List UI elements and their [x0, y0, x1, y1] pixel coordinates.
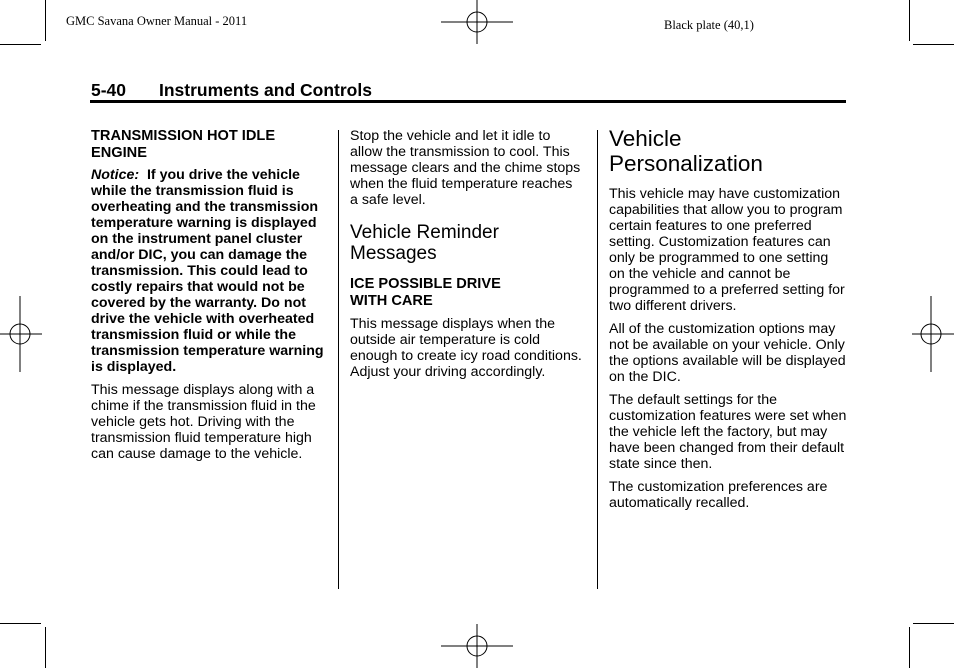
crop-mark [909, 627, 910, 668]
heading-line: WITH CARE [350, 292, 433, 309]
page-title [91, 80, 372, 101]
plate-label: Black plate (40,1) [664, 18, 754, 32]
heading-line: ICE POSSIBLE DRIVE [350, 276, 501, 292]
registration-mark-icon [437, 0, 517, 44]
section-heading [91, 128, 327, 161]
crop-mark [45, 627, 46, 668]
registration-mark-icon [912, 296, 954, 372]
registration-mark-icon [0, 296, 42, 372]
crop-mark [45, 0, 46, 41]
page-number: 5-40 [91, 80, 127, 100]
body-paragraph: This vehicle may have customization capabilities that allow you to program certain features to one preferred setting. Customization features can only be programmed to one setting on the vehicle and cannot be programmed to a preferred setting for two different drivers. [609, 186, 845, 314]
heading-line: Vehicle [609, 126, 682, 151]
column-2 [350, 128, 582, 387]
heading-line: ENGINE [91, 144, 147, 161]
heading-line: TRANSMISSION HOT IDLE [91, 128, 276, 144]
crop-mark [913, 44, 954, 45]
notice-label: Notice: [91, 167, 140, 183]
section-title: Instruments and Controls [159, 80, 372, 100]
document-title-header: GMC Savana Owner Manual - 2011 [66, 14, 248, 28]
heading-line: Vehicle Reminder [350, 222, 499, 243]
column-divider [597, 130, 598, 589]
body-paragraph: Stop the vehicle and let it idle to allow the transmission to cool. This message clears and the chime stops when the fluid temperature reaches a safe level. [350, 128, 581, 208]
crop-mark [913, 623, 954, 624]
body-paragraph: This message displays when the outside air temperature is cold enough to create icy road conditions. Adjust your driving accordingly. [350, 316, 582, 380]
body-paragraph: This message displays along with a chime if the transmission fluid in the vehicle gets hot. Driving with the transmission fluid temperature high can cause damage to the vehicle. [91, 382, 316, 462]
heading-line: Personalization [609, 151, 763, 176]
column-divider [338, 130, 339, 589]
body-paragraph: The customization preferences are automatically recalled. [609, 479, 828, 511]
heading-line: Messages [350, 243, 437, 264]
title-rule [90, 100, 846, 103]
crop-mark [909, 0, 910, 41]
column-3 [609, 126, 847, 518]
crop-mark [0, 623, 41, 624]
notice-paragraph [91, 167, 327, 375]
body-paragraph: The default settings for the customization features were set when the vehicle left the factory, but may have been changed from their default state since then. [609, 392, 847, 472]
chapter-heading [609, 126, 847, 176]
column-1 [91, 128, 327, 469]
notice-text: If you drive the vehicle while the transmission fluid is overheating and the transmission temperature warning is displayed on the instrument panel cluster and/or DIC, you can damage the transmission. This could lead to costly repairs that would not be covered by the warranty. Do not drive the vehicle with overheated transmission fluid or while the transmission temperature warning is displayed. [91, 167, 324, 375]
body-paragraph: All of the customization options may not be available on your vehicle. Only the options available will be displayed on the DIC. [609, 321, 846, 385]
registration-mark-icon [437, 624, 517, 668]
subsection-heading [350, 276, 582, 309]
section-heading [350, 222, 582, 264]
crop-mark [0, 44, 41, 45]
